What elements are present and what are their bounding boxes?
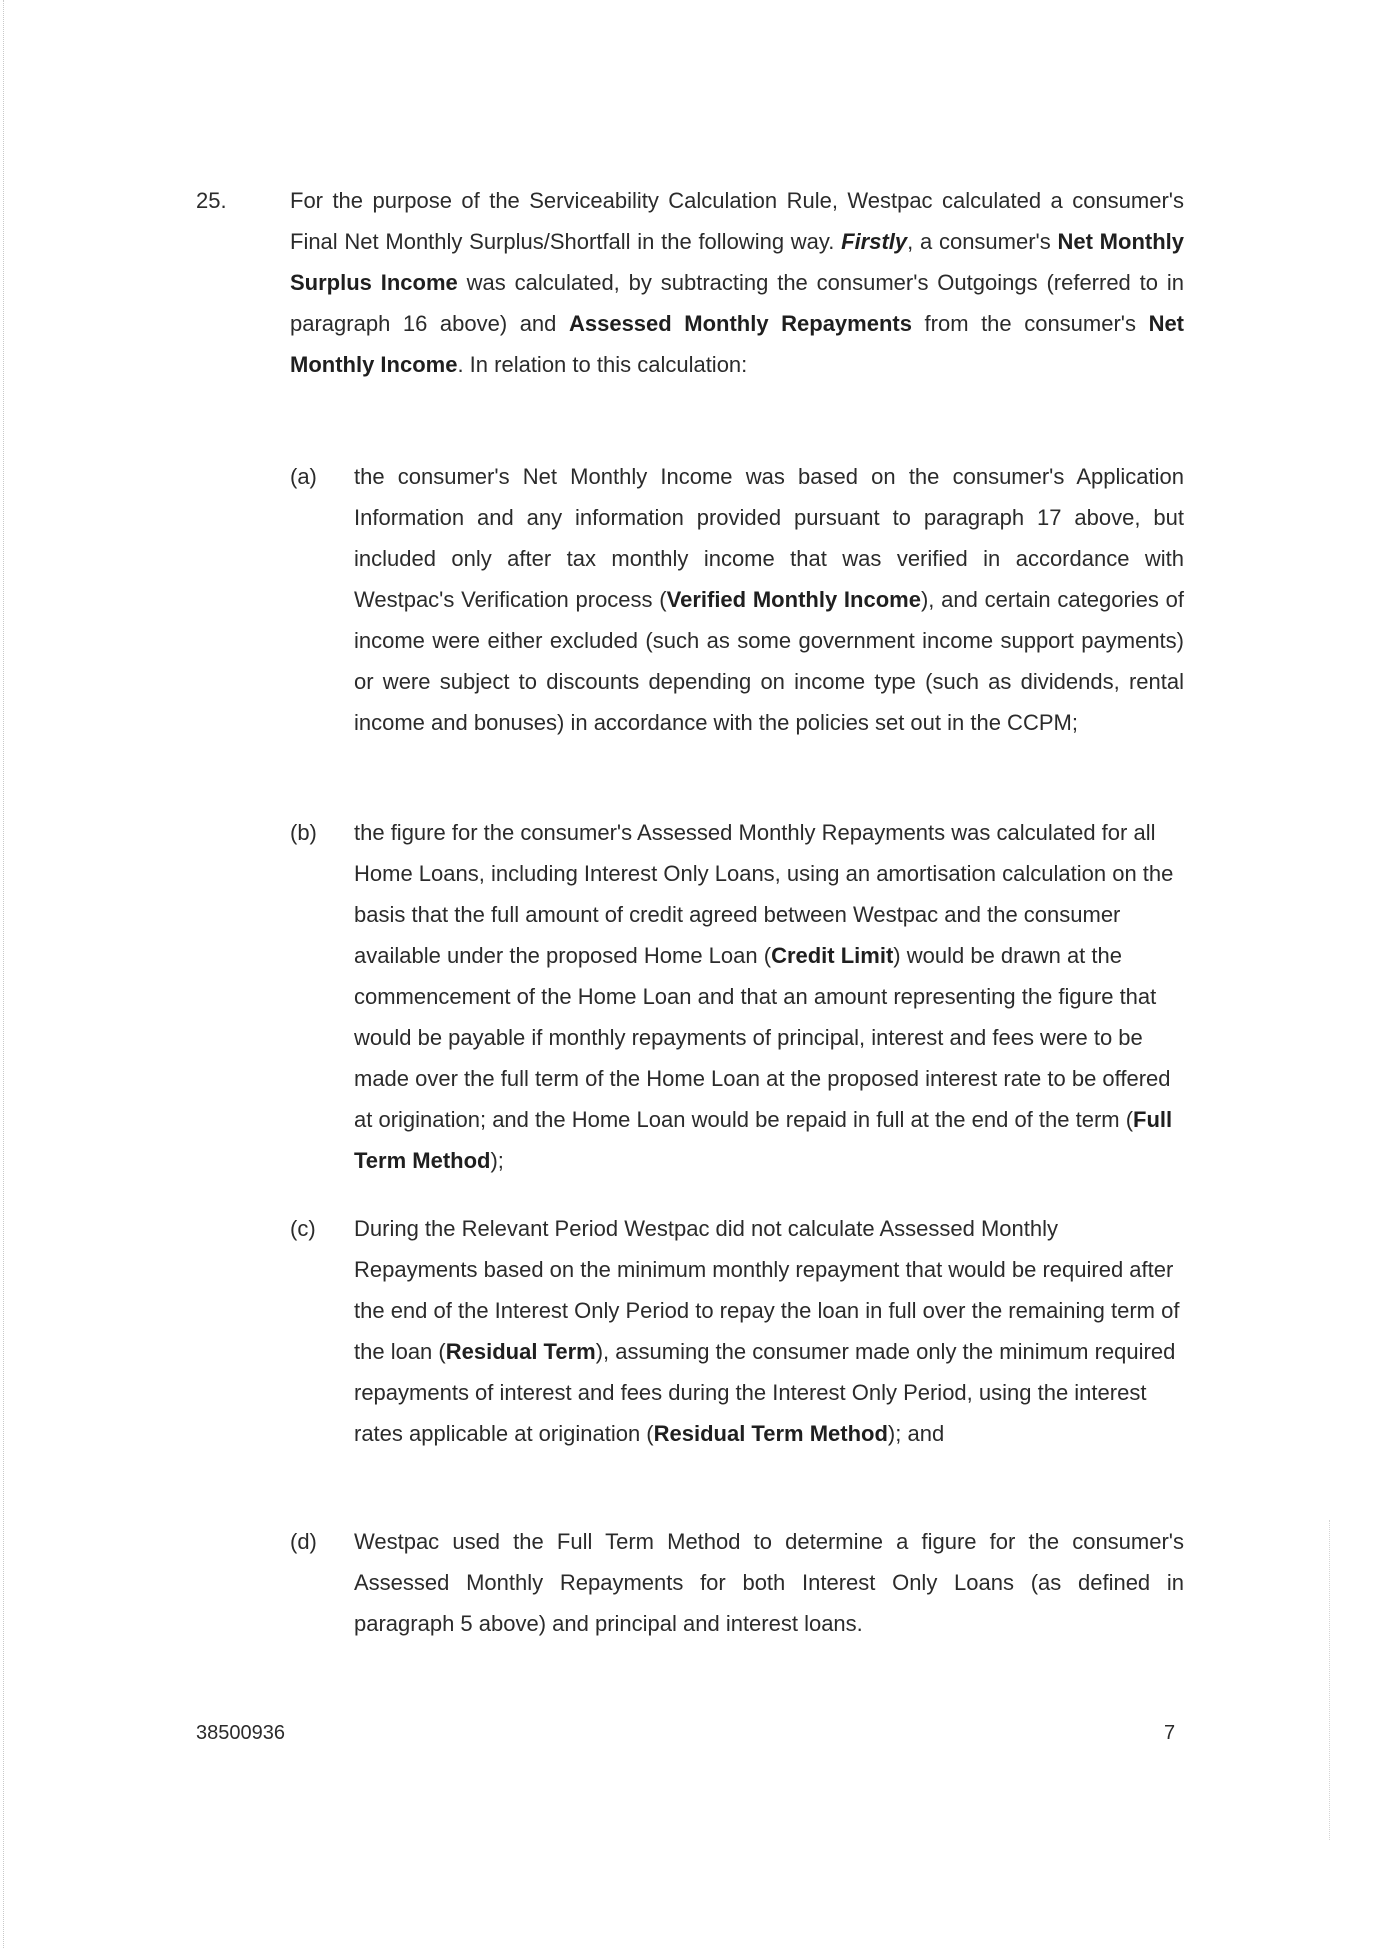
list-item-label: (c) bbox=[290, 1216, 316, 1241]
text-run: During the Relevant Period Westpac did not calculate Assessed Monthly Repayments based on the minimum monthly repayment that would be required after the end of the Interest Only Period to repay the loan in full over the remaining term of the loan ( bbox=[354, 1216, 1180, 1364]
text-run: the figure for the consumer's Assessed Monthly Repayments was calculated for all Home Loans, including Interest Only Loans, using an amortisation calculation on the basis that the full amount of credit agreed between Westpac and the consumer available under the proposed Home Loan ( bbox=[354, 820, 1174, 968]
list-item-label: (d) bbox=[290, 1529, 317, 1554]
list-item-body bbox=[354, 456, 1184, 743]
list-item-body bbox=[354, 812, 1184, 1181]
text-run: Westpac used the Full Term Method to determine a figure for the consumer's Assessed Monthly Repayments for both Interest Only Loans (as defined in paragraph 5 above) and principal and interest loans. bbox=[354, 1529, 1184, 1636]
scan-edge-right bbox=[1329, 1520, 1331, 1840]
defined-term: Net Monthly Surplus Income bbox=[290, 229, 1184, 295]
text-run: ); bbox=[490, 1148, 504, 1173]
paragraph-body bbox=[290, 180, 1184, 385]
page-number: 7 bbox=[1164, 1722, 1176, 1744]
text-run: the consumer's Net Monthly Income was based on the consumer's Application Information and any information provided pursuant to paragraph 17 above, but included only after tax monthly income that was verified in accordance with Westpac's Verification process ( bbox=[354, 464, 1184, 612]
defined-term: Full Term Method bbox=[354, 1107, 1173, 1173]
text-run: . In relation to this calculation: bbox=[457, 352, 748, 377]
document-id: 38500936 bbox=[196, 1722, 285, 1744]
text-run: For the purpose of the Serviceability Calculation Rule, Westpac calculated a consumer's Final Net Monthly Surplus/Shortfall in the following way. bbox=[290, 188, 1184, 254]
list-item-label: (a) bbox=[290, 464, 317, 489]
text-run: ), and certain categories of income were either excluded (such as some government income support payments) or were subject to discounts depending on income type (such as dividends, rental income and bonuses) in accordance with the policies set out in the CCPM; bbox=[354, 587, 1184, 735]
text-run: was calculated, by subtracting the consumer's Outgoings (referred to in paragraph 16 above) and bbox=[290, 270, 1184, 336]
scan-edge-left bbox=[3, 0, 5, 1948]
text-run: ); and bbox=[887, 1421, 945, 1446]
text-run: from the consumer's bbox=[911, 311, 1149, 336]
defined-term: Credit Limit bbox=[771, 943, 894, 968]
paragraph-number: 25. bbox=[196, 188, 227, 213]
defined-term: Residual Term Method bbox=[653, 1421, 888, 1446]
defined-term: Net Monthly Income bbox=[290, 311, 1185, 377]
text-run: ) would be drawn at the commencement of the Home Loan and that an amount representing the figure that would be payable if monthly repayments of principal, interest and fees were to be made over the full term of the Home Loan at the proposed interest rate to be offered at origination; and the Home Loan would be repaid in full at the end of the term ( bbox=[354, 943, 1171, 1132]
defined-term: Verified Monthly Income bbox=[666, 587, 921, 612]
defined-term: Residual Term bbox=[445, 1339, 596, 1364]
text-run: ), assuming the consumer made only the minimum required repayments of interest and fees during the Interest Only Period, using the interest rates applicable at origination ( bbox=[354, 1339, 1176, 1446]
list-item-body bbox=[354, 1208, 1184, 1454]
list-item-label: (b) bbox=[290, 820, 317, 845]
list-item-body bbox=[354, 1521, 1184, 1644]
defined-term: Assessed Monthly Repayments bbox=[568, 311, 912, 336]
text-run: , a consumer's bbox=[907, 229, 1058, 254]
defined-term: Firstly bbox=[841, 229, 908, 254]
